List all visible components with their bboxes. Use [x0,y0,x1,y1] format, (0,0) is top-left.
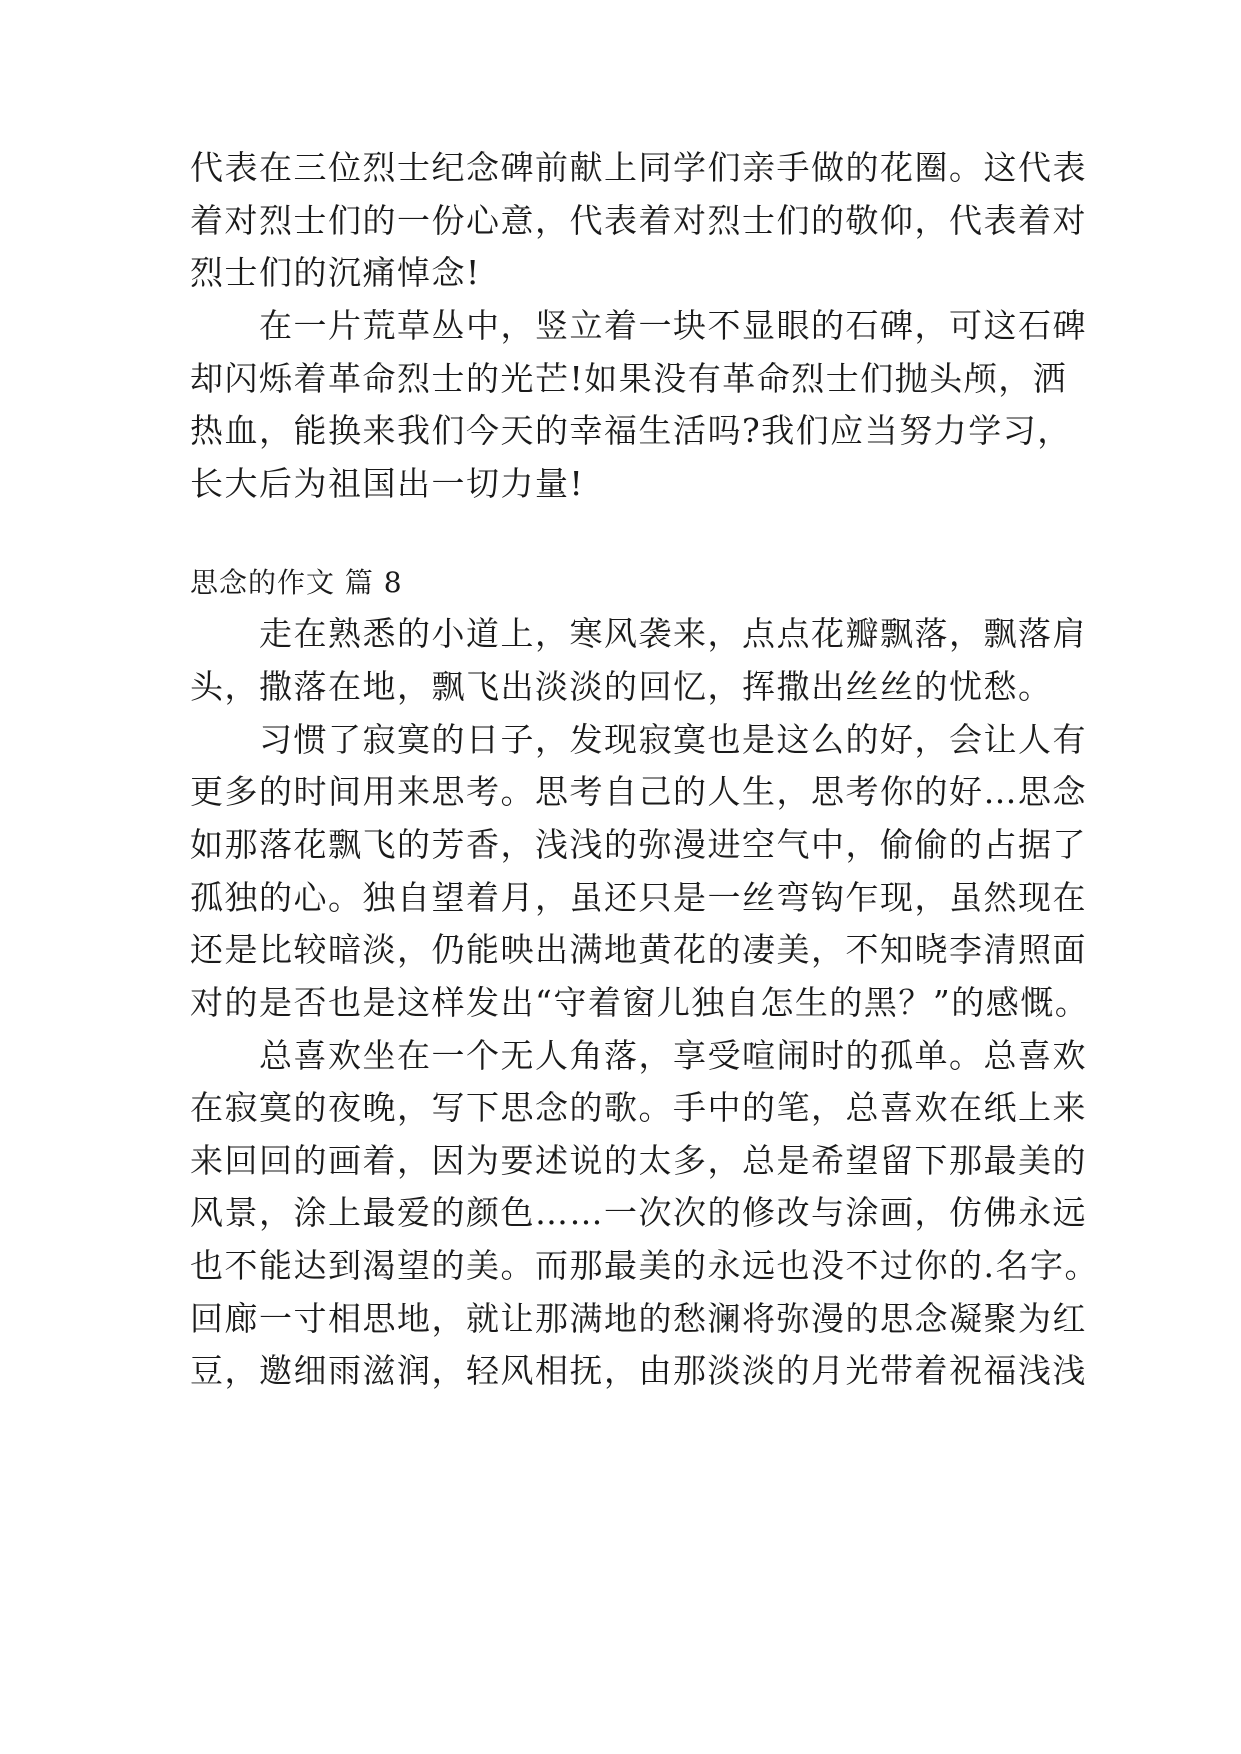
section-title: 思念的作文 篇 8 [190,566,403,599]
paragraph-line: 风景，涂上最爱的颜色……一次次的修改与涂画，仿佛永远 [190,1193,1087,1232]
paragraph-line: 头，撒落在地，飘飞出淡淡的回忆，挥撒出丝丝的忧愁。 [190,667,1053,706]
paragraph-line: 习惯了寂寞的日子，发现寂寞也是这么的好，会让人有 [190,720,1087,759]
paragraph-line: 长大后为祖国出一切力量! [190,464,585,503]
paragraph-line: 豆，邀细雨滋润，轻风相抚，由那淡淡的月光带着祝福浅浅 [190,1351,1087,1390]
paragraph-line: 对的是否也是这样发出“守着窗儿独自怎生的黑？”的感慨。 [190,983,1090,1022]
paragraph-line: 来回回的画着，因为要述说的太多，总是希望留下那最美的 [190,1141,1087,1180]
paragraph-line: 在寂寞的夜晚，写下思念的歌。手中的笔，总喜欢在纸上来 [190,1088,1087,1127]
paragraph-line: 却闪烁着革命烈士的光芒!如果没有革命烈士们抛头颅，洒 [190,359,1068,398]
paragraph-line: 回廊一寸相思地，就让那满地的愁澜将弥漫的思念凝聚为红 [190,1299,1087,1338]
paragraph-line: 热血，能换来我们今天的幸福生活吗?我们应当努力学习， [190,411,1072,450]
paragraph-line: 更多的时间用来思考。思考自己的人生，思考你的好…思念 [190,772,1087,811]
paragraph-line: 代表在三位烈士纪念碑前献上同学们亲手做的花圈。这代表 [190,148,1087,187]
paragraph-line: 烈士们的沉痛悼念! [190,253,481,292]
paragraph-line: 在一片荒草丛中，竖立着一块不显眼的石碑，可这石碑 [190,306,1087,345]
paragraph-line: 孤独的心。独自望着月，虽还只是一丝弯钩乍现，虽然现在 [190,878,1087,917]
paragraph-line: 着对烈士们的一份心意，代表着对烈士们的敬仰，代表着对 [190,201,1087,240]
paragraph-line: 还是比较暗淡，仍能映出满地黄花的凄美，不知晓李清照面 [190,930,1087,969]
paragraph-line: 也不能达到渴望的美。而那最美的永远也没不过你的.名字。 [190,1246,1099,1285]
paragraph-line: 走在熟悉的小道上，寒风袭来，点点花瓣飘落，飘落肩 [190,614,1087,653]
paragraph-line: 如那落花飘飞的芳香，浅浅的弥漫进空气中，偷偷的占据了 [190,825,1087,864]
paragraph-line: 总喜欢坐在一个无人角落，享受喧闹时的孤单。总喜欢 [190,1036,1087,1075]
